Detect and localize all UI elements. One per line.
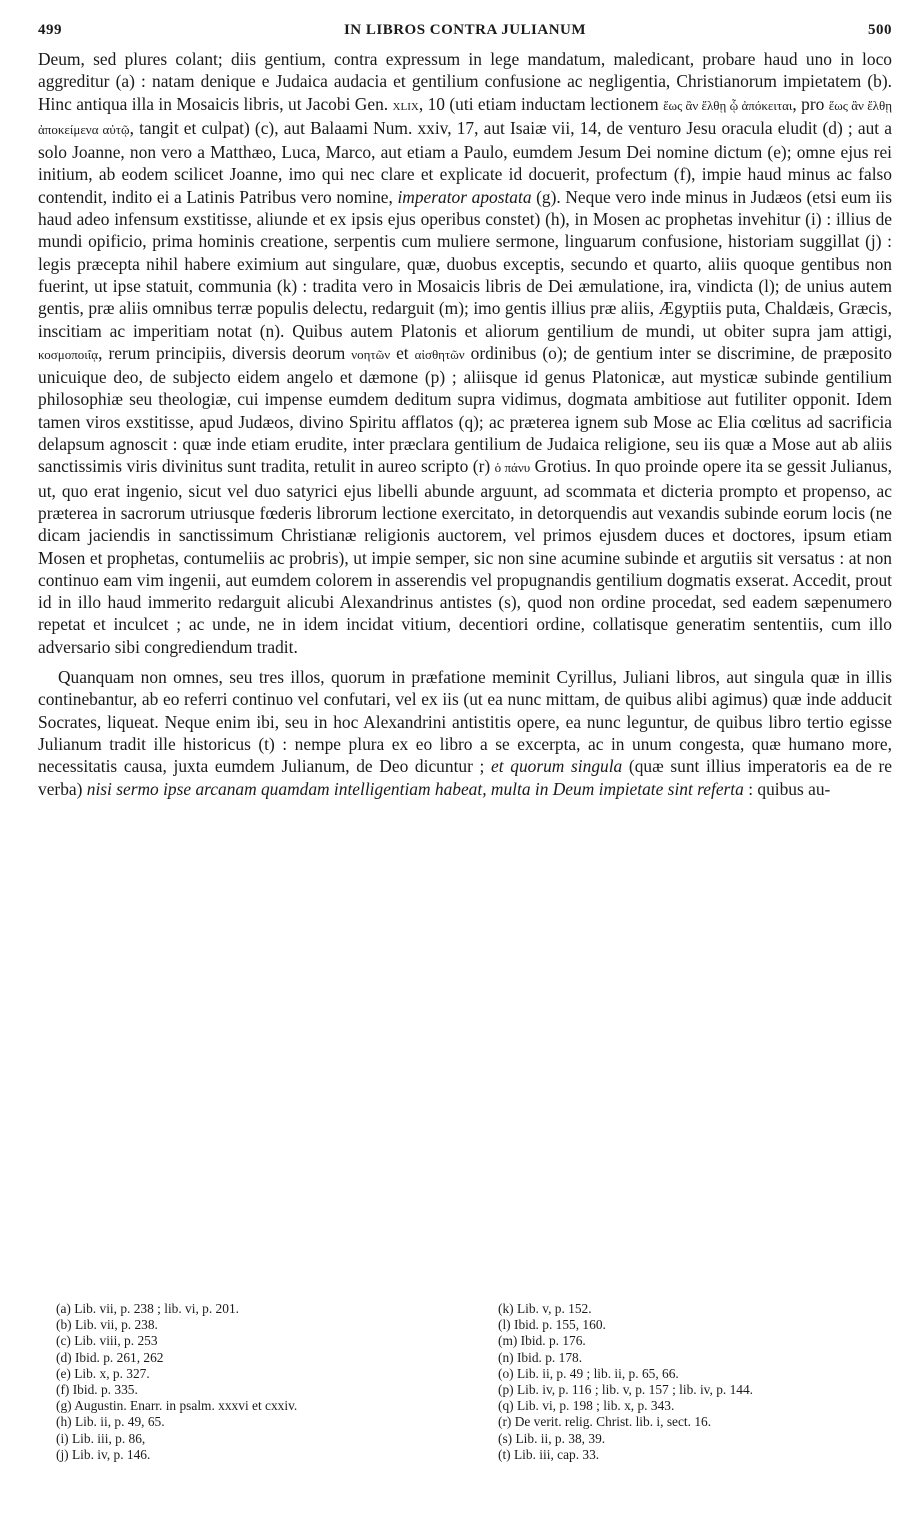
text-run: ordinibus (o); de gentium inter se discrimine, de præposito unicuique deo, de subjecto eidem angelo et dæmone (p) ; aliisque id genus Platonicæ, aut mysticæ subinde gentilium philosophiæ seu theologiæ, cui impense eumdem deditum supra vidimus, dogmata ambitiose aut futiliter opponit. Idem tamen viros exstitisse, apud Judæos, divino Spiritu afflatos (q); ac præterea ignem sub Mose ac Elia cœlitus ad sacrificia delapsum agnoscit : quæ inde etiam erudite, inter præclara gentilium de Judaica religione, seu iis quæ a Mose aut ab aliis sanctissimis viris divinitus sunt tradita, retulit in aureo scripto (r) (38, 342, 892, 477)
greek-phrase: ἕως ἂν ἔλθῃ ᾧ ἀπόκειται (663, 97, 793, 113)
text-run: Quanquam non omnes, seu tres illos, quorum in præfatione meminit Cyrillus, Juliani libros, aut singula quæ in illis continebantur, ab eo referri continuo vel confutari, vel ex iis (ut ea nunc mittam, de quibus alibi agimus) quæ inde adducit Socrates, liqueat. Neque enim ibi, seu in hoc Alexandrini antistitis opere, ea nunc leguntur, de quibus libro tertio egisse Julianum tradit ille historicus (t) : nempe plura ex eo libro a se excerpta, ac in unum congesta, quæ humano more, necessitatis causa, juxta eumdem Julianum, de Deo dicuntur ; (38, 667, 892, 777)
italic-phrase: imperator apostata (397, 186, 532, 207)
text-run: , 10 (uti etiam inductam lectionem (418, 93, 664, 114)
footnotes-left-column (56, 1301, 476, 1463)
greek-phrase: ὁ πάνυ (494, 460, 531, 476)
running-title: IN LIBROS CONTRA JULIANUM (343, 22, 587, 38)
greek-phrase: νοητῶν (351, 346, 391, 362)
footnote: (c) Lib. viii, p. 253 (56, 1333, 158, 1349)
footnote: (t) Lib. iii, cap. 33. (498, 1446, 600, 1462)
footnote: (r) De verit. relig. Christ. lib. i, sect. 16. (498, 1414, 712, 1430)
footnote: (s) Lib. ii, p. 38, 39. (498, 1430, 606, 1446)
running-header (38, 22, 892, 48)
footnote: (g) Augustin. Enarr. in psalm. xxxvi et cxxiv. (56, 1398, 298, 1414)
footnote: (p) Lib. iv, p. 116 ; lib. v, p. 157 ; lib. iv, p. 144. (498, 1382, 754, 1398)
text-run: (g). Neque vero inde minus in Judæos (etsi eum iis haud adeo infensum exstitisse, aliunde et ex ipsis ejus operibus constet) (h), in Mosen ac prophetas invehitur (i) : illius de mundi opificio, prima hominis creatione, serpentis cum muliere sermone, linguarum confusione, historiam suggillat (j) : legis præcepta nihil habere eximium aut singulare, quæ, duobus exceptis, secundo et quarto, aliis quoque gentibus non fuerint, ut ipse statuit, communia (k) : tradita vero in Mosaicis libris de Dei æmulatione, ira, vindicta (l); de unius autem gentis, præ aliis omnibus terræ populis delectu, redarguit (m); imo gentis illius præ aliis, Ægyptiis puta, Chaldæis, Græcis, inscitiam ac imperitiam notat (n). Quibus autem Platonis et aliorum gentilium de mundi, ut obiter supra jam attigi, (38, 186, 892, 341)
footnote: (b) Lib. vii, p. 238. (56, 1317, 158, 1333)
footnote: (h) Lib. ii, p. 49, 65. (56, 1414, 165, 1430)
paragraph-1 (38, 48, 892, 658)
italic-phrase: nisi sermo ipse arcanam quamdam intelligentiam habeat, multa in Deum impietate sint referta (86, 778, 744, 799)
footnote: (a) Lib. vii, p. 238 ; lib. vi, p. 201. (56, 1301, 239, 1316)
page (38, 22, 892, 800)
footnote: (j) Lib. iv, p. 146. (56, 1446, 151, 1462)
footnote: (d) Ibid. p. 261, 262 (56, 1349, 164, 1365)
roman-numeral: xlix (392, 97, 419, 114)
page-number-left: 499 (38, 22, 62, 38)
footnotes-right-column (498, 1301, 918, 1463)
footnote: (e) Lib. x, p. 327. (56, 1365, 150, 1381)
page-number-right: 500 (868, 22, 892, 38)
text-run: Deum, sed plures colant; diis gentium, contra expressum in lege mandatum, maledicant, probare haud uno in loco aggreditur (a) : natam denique e Judaica audacia et gentilium confusione ac negligentia, Christianorum impietatem (b). Hinc antiqua illa in Mosaicis libris, ut Jacobi Gen. (38, 49, 892, 114)
footnote: (q) Lib. vi, p. 198 ; lib. x, p. 343. (498, 1398, 675, 1414)
footnote: (k) Lib. v, p. 152. (498, 1301, 592, 1316)
body-text (38, 48, 892, 800)
text-run: : quibus au- (743, 778, 831, 799)
footnote: (n) Ibid. p. 178. (498, 1349, 583, 1365)
text-run: (quæ sunt illius imperatoris ea de re verba) (38, 756, 892, 799)
footnote: (i) Lib. iii, p. 86, (56, 1430, 146, 1446)
greek-phrase: κοσμοποιΐᾳ (38, 346, 99, 362)
paragraph-2 (38, 666, 892, 800)
text-run: , rerum principiis, diversis deorum (98, 342, 352, 363)
footnote: (f) Ibid. p. 335. (56, 1382, 138, 1398)
italic-phrase: et quorum singula (491, 756, 623, 777)
footnote: (l) Ibid. p. 155, 160. (498, 1317, 606, 1333)
text-run: et (390, 342, 415, 363)
footnote: (m) Ibid. p. 176. (498, 1333, 586, 1349)
footnote: (o) Lib. ii, p. 49 ; lib. ii, p. 65, 66. (498, 1365, 679, 1381)
greek-phrase: αἰσθητῶν (414, 346, 465, 362)
text-run: , tangit et culpat) (c), aut Balaami Num. xxiv, 17, aut Isaiæ vii, 14, de venturo Jesu oracula eludit (d) ; aut a solo Joanne, non vero a Matthæo, Luca, Marco, aut etiam a Paulo, eumdem Jesum Dei nomine dictum (e); omne ejus rei initium, ab eodem scilicet Joanne, imo qui nec clare et explicate id docuerit, profectum (f), impie haud minus ac falso contendit, indito ei a Latinis Patribus vero nomine, (38, 117, 893, 207)
text-run: Grotius. In quo proinde opere ita se gessit Julianus, ut, quo erat ingenio, sicut vel duo satyrici ejus libelli abunde arguunt, ad scommata et dicteria prompto et propenso, ac præterea in sacrorum utriusque fœderis librorum lectione exercitato, in detorquendis aut vexandis subinde eorum locis (ne dicam jaciendis in sanctissimum Christianæ religionis auctorem, vel primos ejusdem duces et doctores, ipsum etiam Mosen et prophetas, contumeliis ac probris), ut impie semper, sic non sine acumine subinde et argutiis sit versatus : at non continuo eam vim ingenii, aut eumdem colorem in asserendis vel propugnandis gentilium dogmatis exserat. Accedit, prout id in illo haud immerito redarguit alicubi Alexandrinus antistes (s), quod non ordine procedat, sed eadem sæpenumero repetat et inculcet ; ac unde, ne in idem incidat vitium, decentiori ordine, collatisque generatim sententiis, cum illo adversario sibi congrediendum tradit. (38, 456, 892, 657)
text-run: , pro (792, 93, 829, 114)
greek-phrase: ἕως ἂν ἔλθῃ ἀποκείμενα αὐτῷ (38, 97, 893, 137)
